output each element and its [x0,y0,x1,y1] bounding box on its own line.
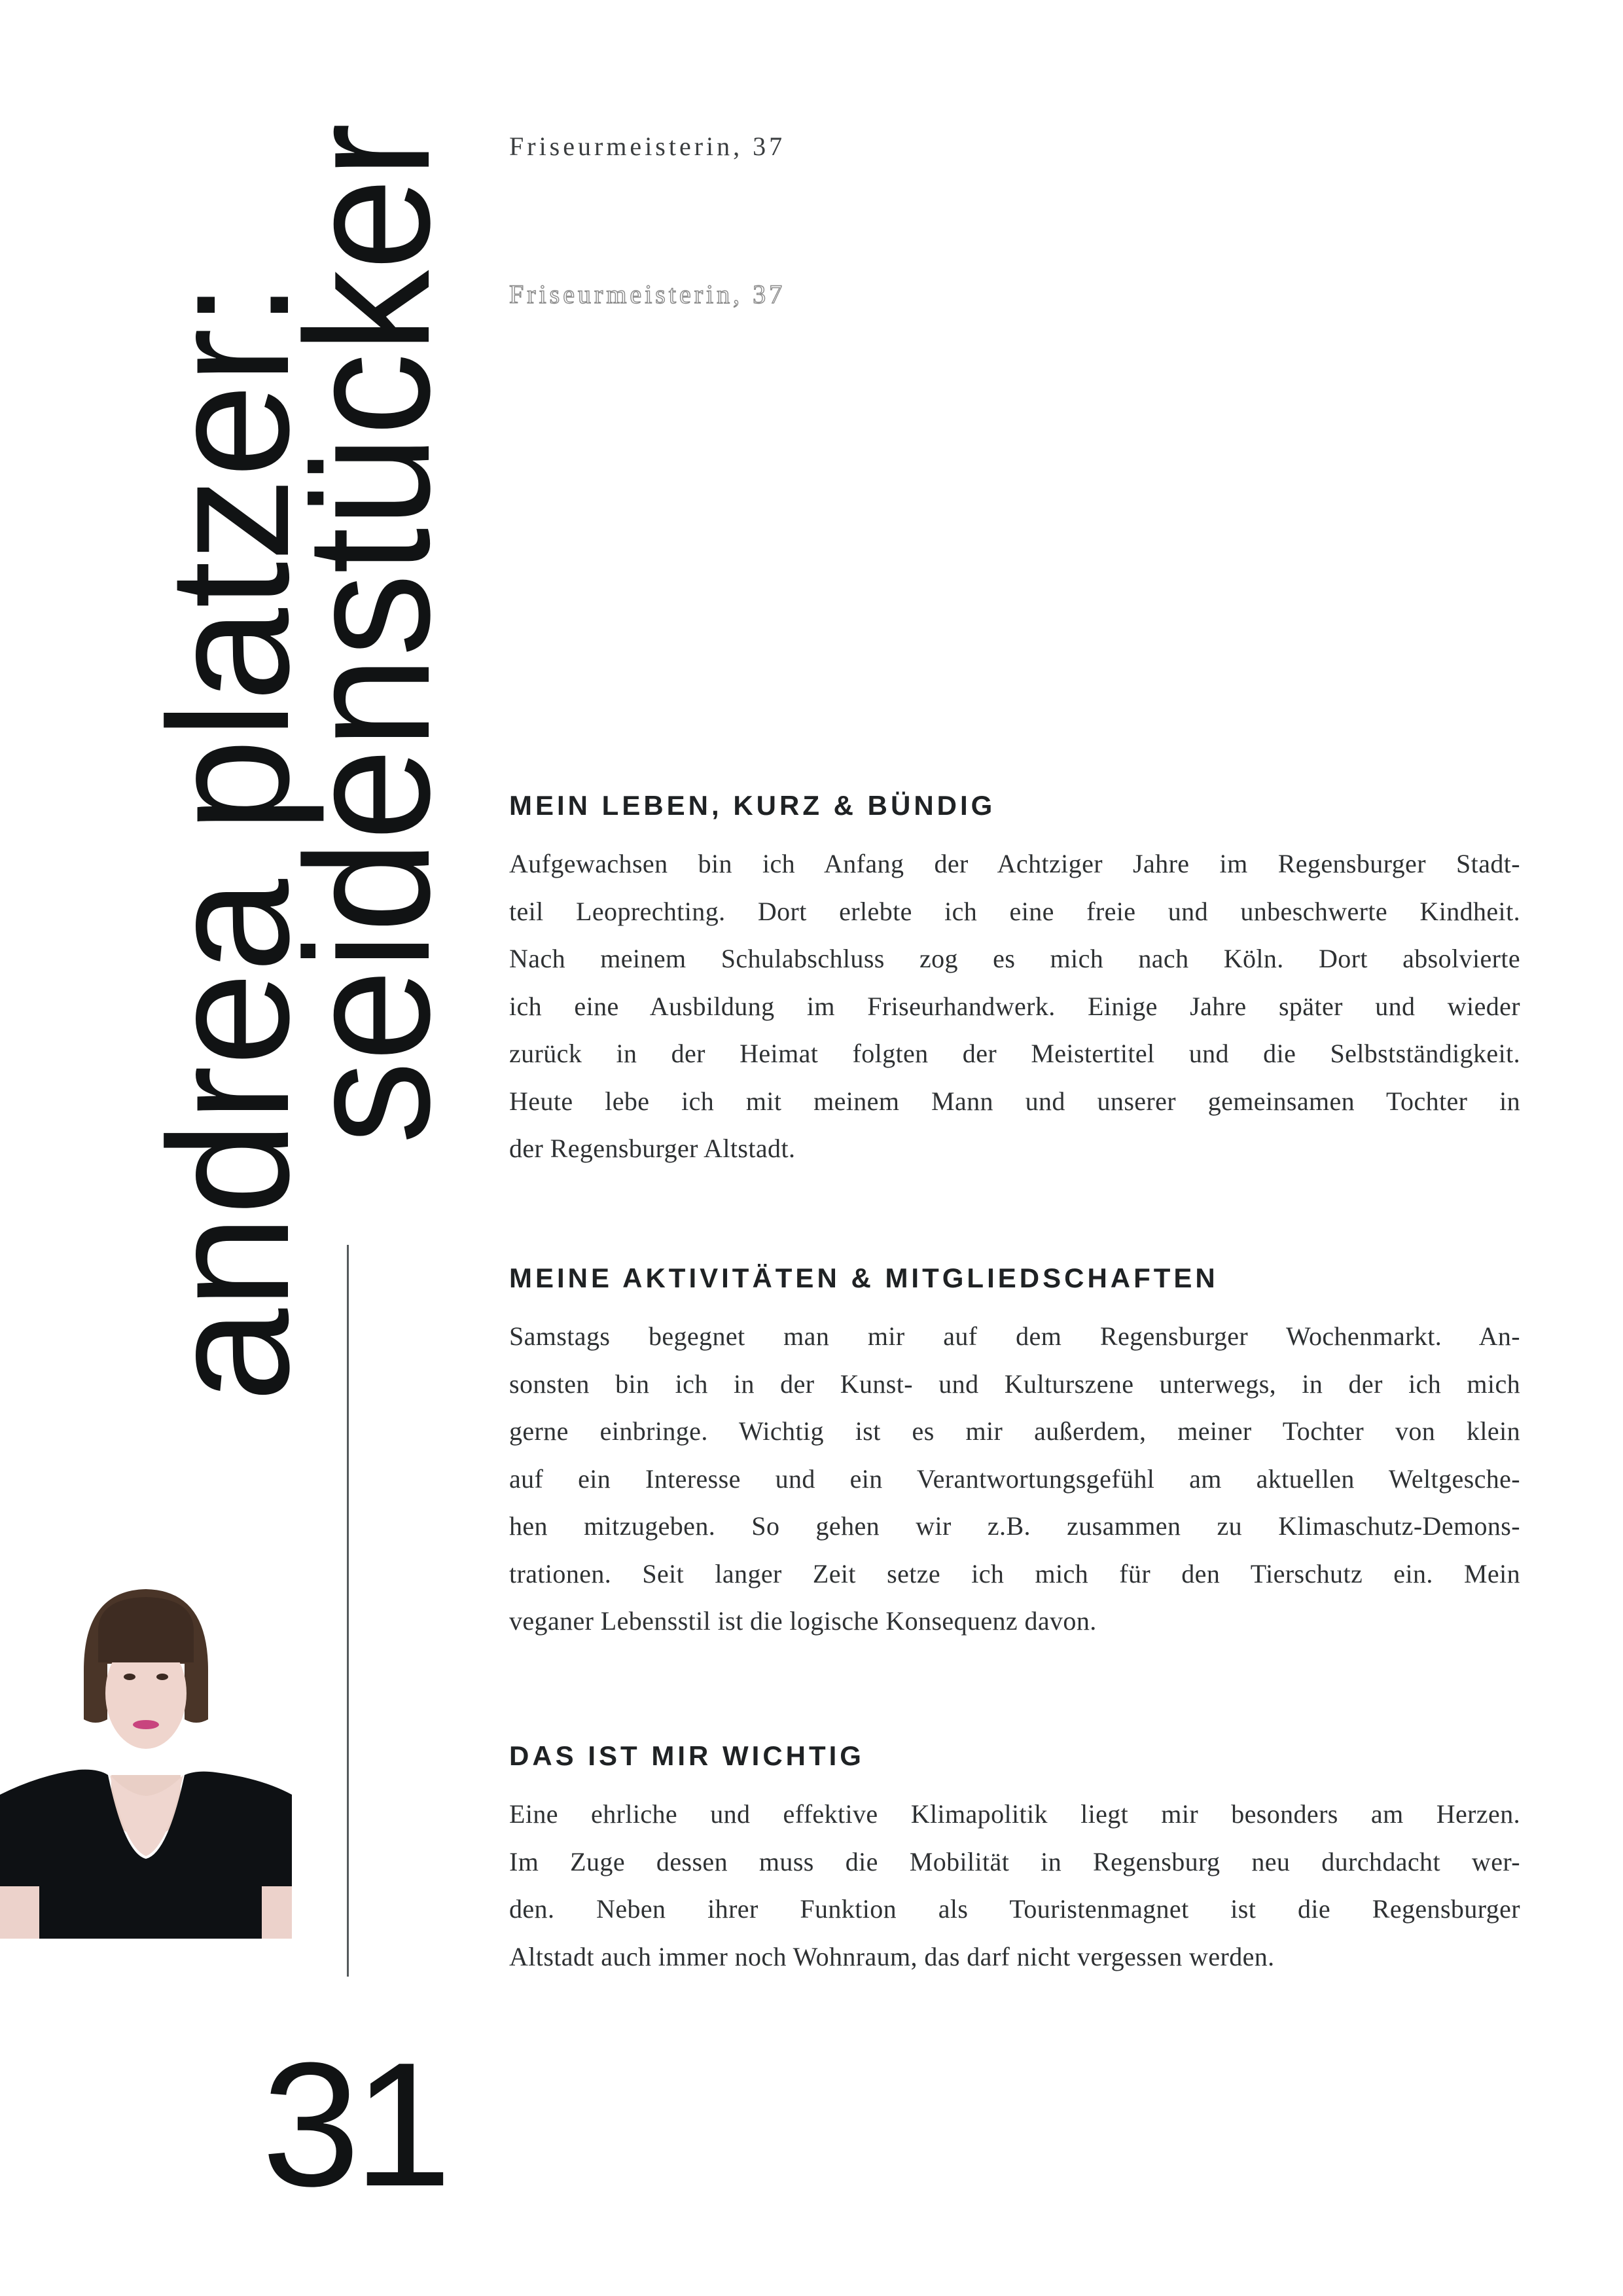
portrait-photo [0,1579,292,1939]
body-line: veganer Lebensstil ist die logische Konsequenz davon. [509,1606,1097,1636]
body-line: Eine ehrliche und effektive Klimapolitik liegt mir besonders am Herzen. [509,1799,1520,1829]
occupation-age-label: Friseurmeisterin, 37 [509,132,786,161]
body-line: der Regensburger Altstadt. [509,1134,796,1163]
body-line: Im Zuge dessen muss die Mobilität in Regensburg neu durchdacht wer- [509,1846,1520,1876]
section-heading: MEINE AKTIVITÄTEN & MITGLIEDSCHAFTEN [509,1263,1219,1293]
section-body [509,840,1520,1173]
body-line: trationen. Seit langer Zeit setze ich mich für den Tierschutz ein. Mein [509,1558,1520,1588]
portrait-bangs [98,1597,194,1662]
portrait-arm-left [0,1886,39,1939]
portrait-eye-right [156,1674,168,1680]
body-line: Altstadt auch immer noch Wohnraum, das darf nicht vergessen werden. [509,1941,1275,1971]
name-andrea-platzer: andrea platzer: [133,258,325,1402]
occupation-age-ghost-label: Friseurmeisterin, 37 [509,279,786,309]
portrait-lips [133,1720,159,1729]
name-seidenstuecker: seidenstücker [270,54,467,1144]
section-wichtig [509,1740,1520,1981]
section-body [509,1313,1520,1645]
body-line: zurück in der Heimat folgten der Meistertitel und die Selbstständigkeit. [509,1039,1520,1068]
body-line: den. Neben ihrer Funktion als Touristenmagnet ist die Regensburger [509,1894,1520,1924]
body-line: auf ein Interesse und ein Verantwortungsgefühl am aktuellen Weltgesche- [509,1463,1520,1494]
body-line: gerne einbringe. Wichtig ist es mir außerdem, meiner Tochter von klein [509,1416,1520,1446]
section-mein-leben [509,789,1520,1173]
section-aktivitaeten [509,1262,1520,1645]
portrait-arm-right [262,1886,292,1939]
body-line: Samstags begegnet man mir auf dem Regensburger Wochenmarkt. An- [509,1321,1520,1351]
page-number: 31 [262,2026,446,2223]
vertical-divider [347,1245,349,1977]
section-heading: DAS IST MIR WICHTIG [509,1740,865,1771]
body-line: Aufgewachsen bin ich Anfang der Achtziger Jahre im Regensburger Stadt- [509,849,1520,878]
section-body [509,1791,1520,1981]
section-heading: MEIN LEBEN, KURZ & BÜNDIG [509,790,996,821]
body-line: ich eine Ausbildung im Friseurhandwerk. Einige Jahre später und wieder [509,991,1520,1021]
body-line: sonsten bin ich in der Kunst- und Kulturszene unterwegs, in der ich mich [509,1369,1520,1399]
body-line: hen mitzugeben. So gehen wir z.B. zusammen zu Klimaschutz-Demons- [509,1511,1520,1541]
body-line: Nach meinem Schulabschluss zog es mich nach Köln. Dort absolvierte [509,944,1520,973]
portrait-eye-left [124,1674,135,1680]
body-line: teil Leoprechting. Dort erlebte ich eine freie und unbeschwerte Kindheit. [509,896,1520,926]
body-line: Heute lebe ich mit meinem Mann und unserer gemeinsamen Tochter in [509,1086,1520,1116]
